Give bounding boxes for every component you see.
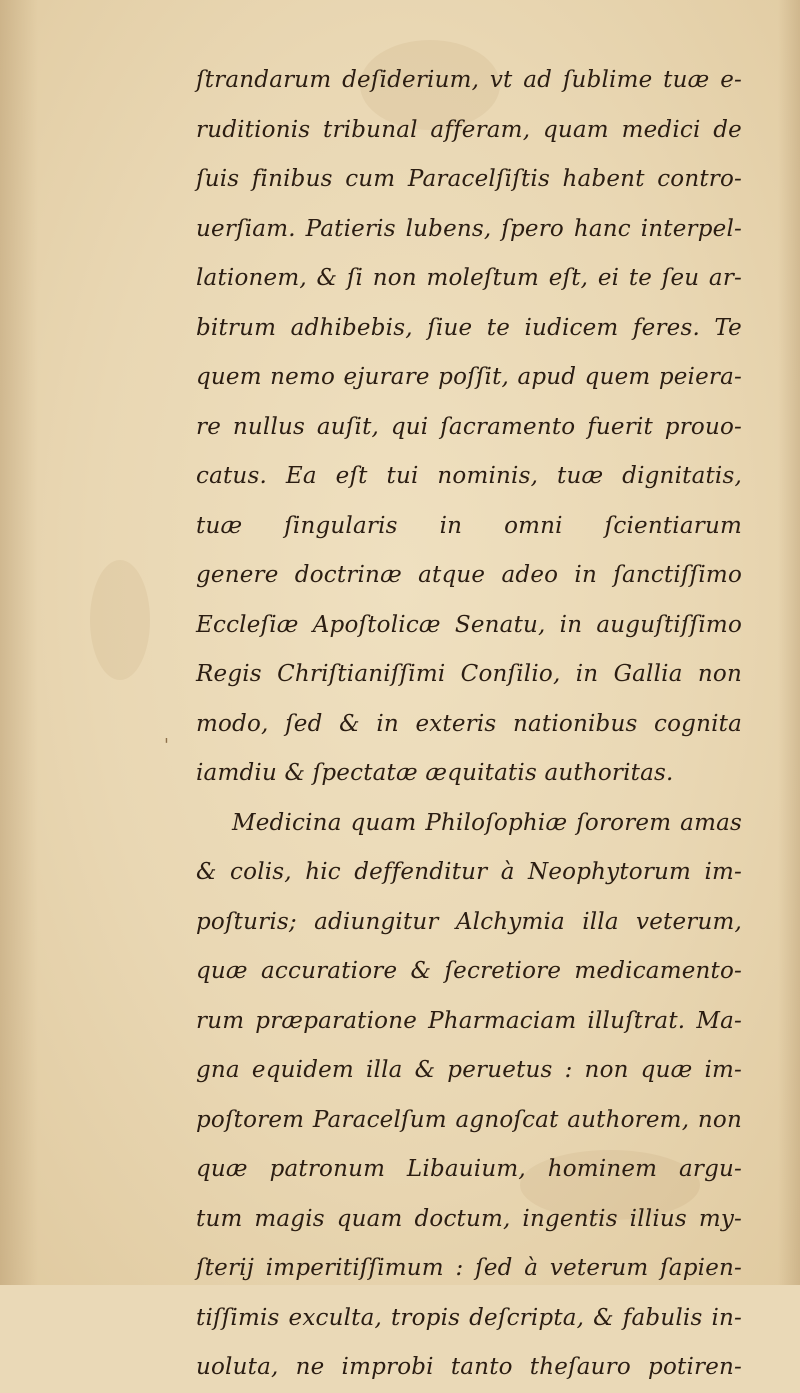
text-line: ruditionis tribunal afferam, quam medici de <box>196 116 742 143</box>
text-line: & colis, hic deffenditur à Neophytorum im- <box>196 859 742 885</box>
text-line: Regis Chriſtianiſſimi Conſilio, in Gallia non <box>196 661 742 687</box>
paper-stain <box>90 560 150 680</box>
text-line: tuæ ſingularis in omni ſcientiarum <box>196 512 742 539</box>
text-line: ſterij imperitiſſimum : ſed à veterum ſapien- <box>196 1255 742 1281</box>
text-line: genere doctrinæ atque adeo in ſanctiſſimo <box>196 562 742 588</box>
text-line: gna equidem illa & peruetus : non quæ im- <box>196 1057 742 1083</box>
text-line: modo, ſed & in exteris nationibus cognita <box>196 710 742 737</box>
body-text <box>196 56 742 1393</box>
text-line: tum magis quam doctum, ingentis illius my- <box>196 1205 742 1232</box>
text-line: rum præparatione Pharmaciam illuſtrat. Ma- <box>196 1007 742 1034</box>
text-line: bitrum adhibebis, ſiue te iudicem feres. Te <box>196 314 742 341</box>
gutter-shadow <box>0 0 38 1285</box>
text-line: re nullus auſit, qui ſacramento fuerit prouo- <box>196 413 742 440</box>
text-line: catus. Ea eſt tui nominis, tuæ dignitatis, <box>196 463 742 489</box>
text-line: ſtrandarum deſiderium, vt ad ſublime tuæ e- <box>196 67 742 93</box>
margin-mark: ' <box>164 735 169 756</box>
page-edge-shadow <box>778 0 800 1285</box>
text-line: Eccleſiæ Apoſtolicæ Senatu, in auguſtiſſimo <box>196 611 742 638</box>
text-line: quæ patronum Libauium, hominem argu- <box>196 1156 742 1182</box>
text-line: uerſiam. Patieris lubens, ſpero hanc interpel- <box>196 215 742 242</box>
text-line: poſturis; adiungitur Alchymia illa veterum, <box>196 908 742 935</box>
text-line: uoluta, ne improbi tanto theſauro potiren- <box>196 1354 742 1380</box>
text-line: ſuis finibus cum Paracelſiſtis habent contro- <box>196 166 742 192</box>
text-line: poſtorem Paracelſum agnoſcat authorem, non <box>196 1106 742 1133</box>
text-line: quem nemo ejurare poſſit, apud quem peiera- <box>196 364 742 390</box>
paragraph-start: Medicina quam Philoſophiæ ſororem amas <box>232 809 742 836</box>
text-line: tiſſimis exculta, tropis deſcripta, & fabulis in- <box>196 1304 742 1331</box>
text-line: lationem, & ſi non moleſtum eſt, ei te ſeu ar- <box>196 265 742 291</box>
text-line: iamdiu & ſpectatæ æquitatis authoritas. <box>196 760 674 786</box>
text-line: quæ accuratiore & ſecretiore medicamento- <box>196 958 742 984</box>
